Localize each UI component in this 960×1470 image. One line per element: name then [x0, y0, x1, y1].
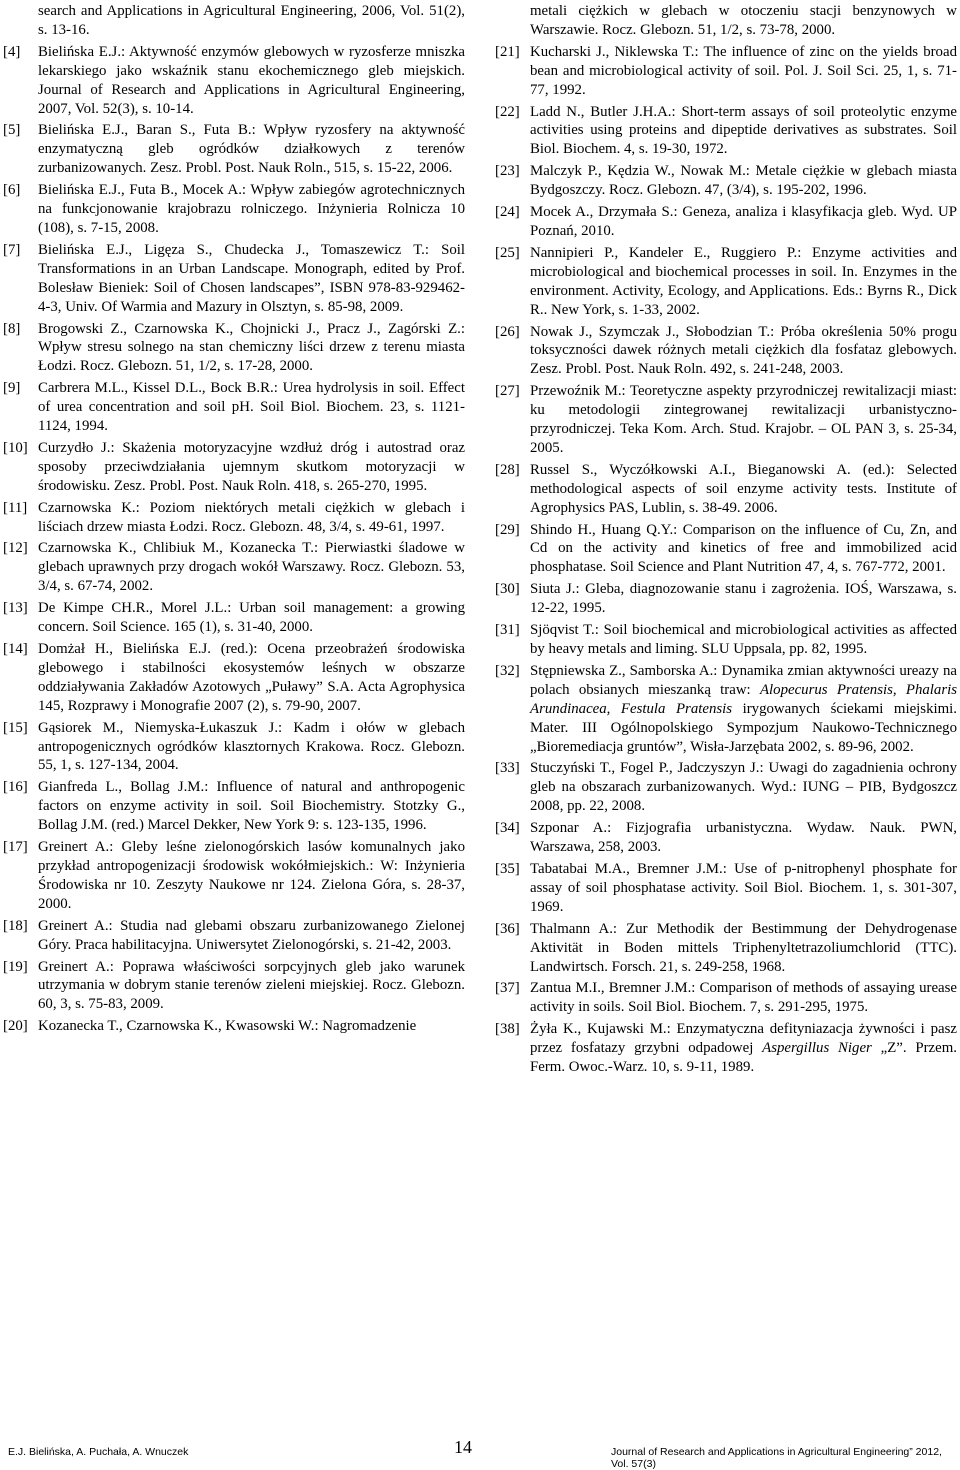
reference-item: [3, 181, 465, 238]
reference-item: [495, 461, 957, 518]
reference-number: [28]: [495, 461, 520, 478]
reference-number: [31]: [495, 622, 520, 639]
reference-item: [495, 819, 957, 857]
reference-text: Bielińska E.J.: Aktywność enzymów glebowych w ryzosferze mniszka lekarskiego jako wskaźnik stanu ekochemicznego gleb miejskich. Journal of Research and Applications in Agricultural Engineering, 2007, Vol. 52(3), s. 10-14.: [38, 43, 465, 117]
reference-continuation: [3, 2, 465, 40]
reference-number: [22]: [495, 103, 520, 120]
reference-text: Siuta J.: Gleba, diagnozowanie stanu i zagrożenia. IOŚ, Warszawa, s. 12-22, 1995.: [530, 581, 957, 617]
reference-number: [4]: [3, 43, 21, 60]
reference-text: Stępniewska Z., Samborska A.: Dynamika zmian aktywności ureazy na polach obsianych mieszanką traw:: [530, 662, 957, 698]
reference-text: Shindo H., Huang Q.Y.: Comparison on the influence of Cu, Zn, and Cd on the activity and kinetics of free and immobilized acid phosphatase. Soil Science and Plant Nutrition 47, 4, s. 767-772, 2001.: [530, 521, 957, 576]
reference-number: [35]: [495, 860, 520, 877]
reference-number: [25]: [495, 244, 520, 261]
reference-item: [3, 838, 465, 914]
reference-text: Nowak J., Szymczak J., Słobodzian T.: Próba określenia 50% progu toksyczności dawek różnych metali ciężkich dla fosfataz glebowych. Zesz. Probl. Post. Nauk Roln. 492, s. 241-248, 2003.: [530, 323, 957, 378]
reference-item: [3, 241, 465, 317]
footer-authors: E.J. Bielińska, A. Puchała, A. Wnuczek: [8, 1446, 189, 1458]
reference-item: [3, 719, 465, 776]
reference-text: Kucharski J., Niklewska T.: The influence of zinc on the yields broad bean and microbiological activity of soil. Pol. J. Soil Sci. 25, 1, s. 71-77, 1992.: [530, 43, 957, 98]
reference-item: [3, 43, 465, 119]
reference-number: [7]: [3, 241, 21, 258]
footer-journal: Journal of Research and Applications in Agricultural Engineering” 2012, Vol. 57(3): [611, 1446, 942, 1470]
reference-number: [9]: [3, 380, 21, 397]
reference-number: [19]: [3, 958, 28, 975]
reference-number: [24]: [495, 204, 520, 221]
reference-text: Ladd N., Butler J.H.A.: Short-term assays of soil proteolytic enzyme activities using proteins and dipeptide derivatives as substrates. Soil Biol. Biochem. 4, s. 19-30, 1972.: [530, 103, 957, 158]
reference-text: Gianfreda L., Bollag J.M.: Influence of natural and anthropogenic factors on enzyme activity in soil. Soil Biochemistry. Stotzky G., Bollag J.M. (red.) Marcel Dekker, New York 9: s. 123-135, 1996.: [38, 779, 465, 834]
reference-item: [495, 323, 957, 380]
reference-item: [495, 759, 957, 816]
reference-number: [38]: [495, 1021, 520, 1038]
reference-number: [26]: [495, 323, 520, 340]
reference-text: Malczyk P., Kędzia W., Nowak M.: Metale ciężkie w glebach miasta Bydgoszczy. Rocz. Glebozn. 47, (3/4), s. 195-202, 1996.: [530, 163, 957, 199]
reference-number: [6]: [3, 182, 21, 199]
reference-item: [3, 439, 465, 496]
reference-text: Curzydło J.: Skażenia motoryzacyjne wzdłuż dróg i autostrad oraz sposoby przeciwdziałania ujemnym skutkom motoryzacji w środowisku. Zesz. Probl. Post. Nauk Roln. 418, s. 265-270, 1995.: [38, 439, 465, 494]
reference-item: [495, 979, 957, 1017]
reference-number: [10]: [3, 439, 28, 456]
reference-text: Przewoźnik M.: Teoretyczne aspekty przyrodniczej rewitalizacji miast: ku metodologii zintegrowanej rewitalizacji urbanistyczno-przyrodniczej. Teka Kom. Arch. Stud. Krajobr. – OL PAN 3, s. 25-34, 2005.: [530, 383, 957, 456]
reference-text: search and Applications in Agricultural Engineering, 2006, Vol. 51(2), s. 13-16.: [38, 3, 465, 38]
reference-item: [3, 121, 465, 178]
reference-item: [495, 521, 957, 578]
reference-number: [17]: [3, 839, 28, 856]
reference-text: Zantua M.I., Bremner J.M.: Comparison of methods of assaying urease activity in soils. Soil Biol. Biochem. 7, s. 291-295, 1975.: [530, 980, 957, 1016]
reference-number: [27]: [495, 383, 520, 400]
reference-item: [495, 103, 957, 160]
reference-item: [495, 244, 957, 320]
reference-text: Czarnowska K., Chlibiuk M., Kozanecka T.: Pierwiastki śladowe w glebach uprawnych przy drogach wokół Warszawy. Rocz. Glebozn. 53, 3/4, s. 67-74, 2002.: [38, 540, 465, 595]
reference-number: [23]: [495, 163, 520, 180]
reference-text: metali ciężkich w glebach w otoczeniu stacji benzynowych w Warszawie. Rocz. Glebozn. 51, 1/2, s. 73-78, 2000.: [530, 3, 957, 38]
reference-item: [3, 320, 465, 377]
reference-text-italic: Alopecurus Pratensis, Phalaris Arundinacea, Festula Pratensis: [530, 681, 958, 717]
reference-number: [12]: [3, 540, 28, 557]
reference-continuation: [495, 2, 957, 40]
reference-text: Czarnowska K.: Poziom niektórych metali ciężkich w glebach i liściach drzew miasta Łodzi. Rocz. Glebozn. 48, 3/4, s. 49-61, 1997.: [38, 499, 465, 535]
reference-text: De Kimpe CH.R., Morel J.L.: Urban soil management: a growing concern. Soil Science. 165 (1), s. 31-40, 2000.: [38, 600, 465, 636]
reference-number: [20]: [3, 1018, 28, 1035]
reference-item: [3, 778, 465, 835]
reference-text: Sjöqvist T.: Soil biochemical and microbiological activities as affected by heavy metals and liming. SLU Uppsala, pp. 82, 1995.: [530, 622, 957, 657]
reference-number: [29]: [495, 521, 520, 538]
reference-text: Greinert A.: Studia nad glebami obszaru zurbanizowanego Zielonej Góry. Praca habilitacyjna. Uniwersytet Zielonogórski, s. 21-42, 2003.: [38, 917, 465, 953]
right-column: [495, 2, 957, 1080]
reference-text-italic: Aspergillus Niger: [762, 1040, 872, 1057]
reference-item: [3, 379, 465, 436]
reference-number: [30]: [495, 581, 520, 598]
left-column: [3, 2, 465, 1039]
reference-text: Brogowski Z., Czarnowska K., Chojnicki J., Pracz J., Zagórski Z.: Wpływ stresu solnego na stan chemiczny liści drzew z terenu miasta Łodzi. Rocz. Glebozn. 51, 1/2, s. 17-28, 2000.: [38, 320, 465, 375]
reference-item: [3, 640, 465, 716]
reference-text: Mocek A., Drzymała S.: Geneza, analiza i klasyfikacja gleb. Wyd. UP Poznań, 2010.: [530, 204, 957, 239]
reference-text: Carbrera M.L., Kissel D.L., Bock B.R.: Urea hydrolysis in soil. Effect of urea concentration and soil pH. Soil Biol. Biochem. 23, s. 1121-1124, 1994.: [38, 380, 465, 435]
reference-item: [495, 203, 957, 241]
reference-item: [3, 539, 465, 596]
reference-item: [495, 920, 957, 977]
reference-number: [16]: [3, 779, 28, 796]
reference-item: [495, 382, 957, 458]
reference-item: [495, 580, 957, 618]
reference-number: [13]: [3, 600, 28, 617]
reference-text: Kozanecka T., Czarnowska K., Kwasowski W.: Nagromadzenie: [38, 1018, 417, 1035]
reference-item: [495, 1020, 957, 1077]
reference-item: [495, 43, 957, 100]
reference-number: [11]: [3, 499, 28, 516]
reference-number: [18]: [3, 917, 28, 934]
reference-number: [21]: [495, 43, 520, 60]
reference-number: [37]: [495, 980, 520, 997]
reference-text: Greinert A.: Poprawa właściwości sorpcyjnych gleb jako warunek utrzymania w dobrym stanie terenów zieleni miejskiej. Rocz. Glebozn. 60, 3, s. 75-83, 2009.: [38, 958, 465, 1013]
reference-text: Domżał H., Bielińska E.J. (red.): Ocena przeobrażeń środowiska glebowego i stabilności ekosystemów leśnych w obszarze oddziaływania Zakładów Azotowych „Puławy” S.A. Acta Agrophysica 145, Rozprawy i Monografie 2007 (2), s. 79-90, 2007.: [38, 641, 465, 714]
reference-text: Stuczyński T., Fogel P., Jadczyszyn J.: Uwagi do zagadnienia ochrony gleb na obszarach zurbanizowanych. Wyd.: IUNG – PIB, Bydgoszcz 2008, pp. 22, 2008.: [530, 760, 957, 815]
reference-item: [3, 958, 465, 1015]
reference-item: [3, 1017, 465, 1036]
reference-number: [5]: [3, 122, 21, 139]
page-number: 14: [454, 1437, 472, 1457]
reference-text: Russel S., Wyczółkowski A.I., Bieganowski A. (ed.): Selected methodological aspects of soil enzyme activity tests. Institute of Agrophysics PAS, Lublin, s. 38-49. 2006.: [530, 461, 957, 516]
reference-text: Greinert A.: Gleby leśne zielonogórskich lasów komunalnych jako przykład antropogenizacji środowisk wokółmiejskich.: W: Inżynieria Środowiska nr 10. Zeszyty Naukowe nr 124. Zielona Góra, s. 28-37, 2000.: [38, 839, 465, 912]
reference-item: [495, 162, 957, 200]
reference-text: Thalmann A.: Zur Methodik der Bestimmung der Dehydrogenase Aktivität in Boden mittels Triphenyltetrazoliumchlorid (TTC). Landwirtsch. Forsch. 21, s. 249-258, 1968.: [530, 920, 957, 975]
reference-text: Bielińska E.J., Baran S., Futa B.: Wpływ ryzosfery na aktywność enzymatyczną gleb ogródków działkowych z terenów zurbanizowanych. Zesz. Probl. Post. Nauk Roln., 515, s. 15-22, 2006.: [38, 122, 465, 177]
reference-text: irygowanych ściekami miejskimi. Mater. III Ogólnopolskiego Sympozjum Naukowo-Technicznego „Bioremediacja gruntów”, Wisła-Jarzębata 2002, s. 89-96, 2002.: [530, 700, 957, 755]
reference-item: [495, 662, 957, 757]
reference-number: [15]: [3, 719, 28, 736]
reference-number: [14]: [3, 641, 28, 657]
reference-text: Tabatabai M.A., Bremner J.M.: Use of p-nitrophenyl phosphate for assay of soil phosphatase activity. Soil Biol. Biochem. 1, s. 301-307, 1969.: [530, 860, 957, 915]
reference-text: Gąsiorek M., Niemyska-Łukaszuk J.: Kadm i ołów w glebach antropogenicznych ogródków klasztornych Krakowa. Rocz. Glebozn. 55, 1, s. 127-134, 2004.: [38, 719, 465, 774]
reference-text: Szponar A.: Fizjografia urbanistyczna. Wydaw. Nauk. PWN, Warszawa, 258, 2003.: [530, 820, 957, 856]
reference-item: [3, 599, 465, 637]
reference-text: Żyła K., Kujawski M.: Enzymatyczna defityniazacja żywności i pasz przez fosfatazy grzybni odpadowej: [530, 1021, 957, 1057]
reference-item: [3, 917, 465, 955]
reference-item: [495, 860, 957, 917]
reference-item: [3, 499, 465, 537]
reference-number: [34]: [495, 820, 520, 837]
reference-number: [8]: [3, 320, 21, 337]
reference-text: Bielińska E.J., Ligęza S., Chudecka J., Tomaszewicz T.: Soil Transformations in an Urban Landscape. Monograph, edited by Prof. Bolesław Bieniek: Soil of Chosen landscapes”, ISBN 978-83-929462-4-3, Univ. Of Warmia and Mazury in Olsztyn, s. 85-98, 2009.: [38, 241, 465, 315]
reference-number: [32]: [495, 662, 520, 679]
reference-text: Bielińska E.J., Futa B., Mocek A.: Wpływ zabiegów agrotechnicznych na funkcjonowanie krajobrazu rolniczego. Inżynieria Rolnicza 10 (108), s. 7-15, 2008.: [38, 182, 465, 236]
reference-number: [33]: [495, 760, 520, 777]
reference-item: [495, 621, 957, 659]
reference-text: Nannipieri P., Kandeler E., Ruggiero P.: Enzyme activities and microbiological and biochemical processes in soil. In. Enzymes in the environment. Activity, Ecology, and Applications. Eds.: Byrns R., Dick R.. New York, s. 1-33, 2002.: [530, 244, 957, 318]
reference-text: „Z”. Przem. Ferm. Owoc.-Warz. 10, s. 9-11, 1989.: [530, 1040, 957, 1076]
reference-number: [36]: [495, 920, 520, 937]
